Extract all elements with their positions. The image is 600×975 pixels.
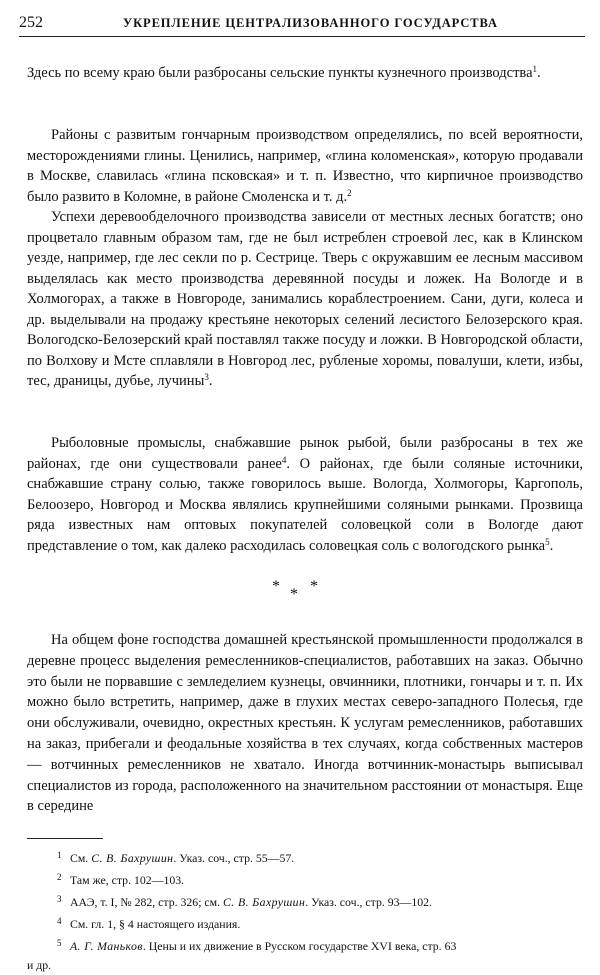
footnotes (27, 846, 583, 975)
footnote-5: 5 А. Г. Маньков. Цены и их движение в Русском государстве XVI века, стр. 63 (57, 938, 457, 953)
page-header (19, 14, 585, 36)
footnote-rule (27, 838, 103, 839)
separator-star: * (290, 586, 298, 603)
footnote-ref-5[interactable]: 5 (545, 536, 550, 547)
section-separator (270, 578, 340, 608)
footnote-1: 1 См. С. В. Бахрушин. Указ. соч., стр. 55—57. (57, 850, 295, 865)
footnote-ref-1[interactable]: 1 (532, 64, 538, 74)
running-title: УКРЕПЛЕНИЕ ЦЕНТРАЛИЗОВАННОГО ГОСУДАРСТВА (123, 16, 498, 30)
footnote-2: 2 Там же, стр. 102—103. (57, 872, 185, 887)
paragraph-5: На общем фоне господства домашней крестьянской промышленности продолжался в деревне процесс выделения ремесленников-специалистов, работавших на заказ. Обычно это были не порвавшие с земледелием кузнецы, овчинники, плотники, гончары и т. п. Их можно было встретить, например, даже в глухих местах северо-западного Полесья, где они обслуживали, очевидно, окрестных крестьян. К услугам ремесленников, работавших на заказ, прибегали и феодальные хозяйства в тех случаях, когда собственных мастеров — вотчинных ремесленников не хватало. Иногда вотчинник-монастырь выписывал специалистов из города, расположенного на значительном расстоянии от монастыря. Еще в середине (27, 632, 583, 815)
paragraph-4: Рыболовные промыслы, снабжавшие рынок рыбой, были разбросаны в тех же районах, где они существовали ранее$^4$. О районах, где были соляные источники, снабжавшие страну солью, также говорилось выше. Вологда, Холмогоры, Каргополь, Белоозеро, Новгород и Москва являлись крупнейшими соляными рынками. Прозвища ряда известных нам оптовых покупателей соловецкой соли в Вологде дают представление о том, как далеко расходилась соловецкая соль с вологодского рынка$^5$. (27, 435, 583, 554)
footnote-ref-4[interactable]: 4 (281, 454, 287, 465)
footnote-ref-3[interactable]: 3 (204, 372, 209, 382)
separator-star: * (272, 578, 280, 595)
footnote-5-continuation: и др. (27, 958, 52, 972)
paragraph-1: Здесь по всему краю были разбросаны сельские пункты кузнечного производства$^1$. (27, 64, 541, 81)
header-rule (19, 36, 585, 37)
footnote-ref-2[interactable]: 2 (347, 187, 352, 198)
page-number: 252 (19, 14, 43, 31)
separator-star: * (310, 578, 318, 595)
footnote-4: 4 См. гл. 1, § 4 настоящего издания. (57, 916, 241, 931)
paragraph-3: Успехи деревообделочного производства зависели от местных лесных богатств; оно процветало главным образом там, где не был истреблен строевой лес, как в Клинском уезде, например, где лес секли по р. Сестрице. Тверь с окружавшим ее лесным массивом выделялась как место производства деревянной посуды и ложек. На Вологде и в Холмогорах, а также в Новгороде, занимались кораблестроением. Сани, дуги, колеса и др. выделывали на продажу крестьяне некоторых селений лесистого Белозерского края. Вологодско-Белозерский край поставлял также посуду и ложки. В Новгородской области, по Волхову и Мсте сплавляли в Новгород лес, рубленые хоромы, повалуши, клети, избы, тес, драницы, дубье, лучины$^3$. (27, 209, 583, 389)
paragraph-2: Районы с развитым гончарным производством определялись, по всей вероятности, месторождениями глины. Ценились, например, «глина коломенская», которую продавали в Москве, славилась «глина псковская» и т. п. Известно, что кирпичное производство было развито в Коломне, в районе Смоленска и т. д.$^2$ (27, 127, 583, 205)
footnote-3: 3 ААЭ, т. I, № 282, стр. 326; см. С. В. Бахрушин. Указ. соч., стр. 93—102. (57, 894, 432, 909)
